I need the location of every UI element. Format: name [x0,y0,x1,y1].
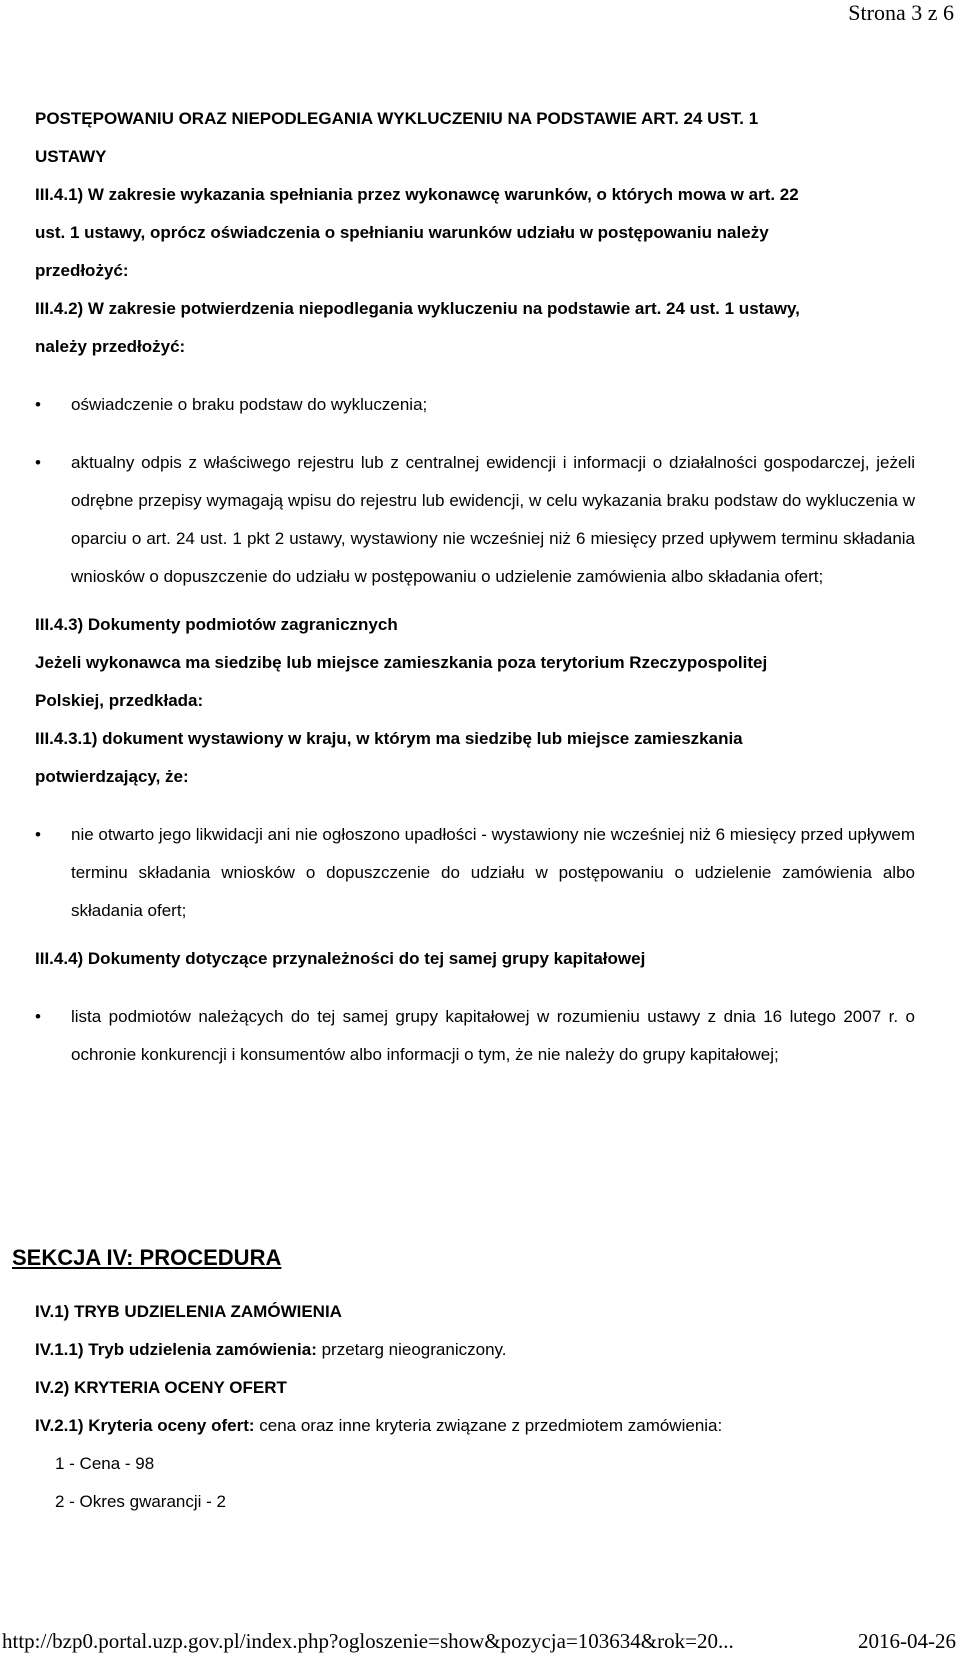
procedure-section [35,1293,915,1521]
page-footer [2,1628,956,1654]
document-body [35,100,915,1074]
iv-1-1-line [35,1331,915,1369]
list-item [35,816,915,930]
list-item-text: nie otwarto jego likwidacji ani nie ogłoszono upadłości - wystawiony nie wcześniej niż 6 miesięcy przed upływem terminu składania wniosków o dopuszczenie do udziału w postępowaniu o udzielenie zamówienia albo składania ofert; [71,825,915,920]
list-item [35,386,915,424]
list-item-text: lista podmiotów należących do tej samej grupy kapitałowej w rozumieniu ustawy z dnia 16 lutego 2007 r. o ochronie konkurencji i konsumentów albo informacji o tym, że nie należy do grupy kapitałowej; [71,1007,915,1064]
footer-url: http://bzp0.portal.uzp.gov.pl/index.php?ogloszenie=show&pozycja=103634&rok=20... [2,1629,734,1653]
footer-date: 2016-04-26 [858,1629,956,1653]
section-heading-line1: POSTĘPOWANIU ORAZ NIEPODLEGANIA WYKLUCZENIU NA PODSTAWIE ART. 24 UST. 1 [35,109,759,128]
bullet-list-exclusion [35,386,915,596]
section-heading-line2: USTAWY [35,147,107,166]
criterion-1: 1 - Cena - 98 [55,1454,155,1473]
section-iv-title: SEKCJA IV: PROCEDURA [12,1245,282,1270]
paragraph-iii-4-1-line1: III.4.1) W zakresie wykazania spełniania przez wykonawcę warunków, o których mowa w art. 22 [35,185,799,204]
list-item [35,998,915,1074]
paragraph-iii-4-1-line2: ust. 1 ustawy, oprócz oświadczenia o spełnianiu warunków udziału w postępowaniu należy [35,223,769,242]
criterion-2: 2 - Okres gwarancji - 2 [55,1492,226,1511]
paragraph-iii-4-1-line3: przedłożyć: [35,261,129,280]
iv-2-1-label: IV.2.1) Kryteria oceny ofert: [35,1416,255,1435]
bullet-list-foreign [35,816,915,930]
bullet-icon: • [35,395,41,414]
paragraph-iii-4-2-line1: III.4.2) W zakresie potwierdzenia niepodlegania wykluczeniu na podstawie art. 24 ust. 1 ustawy, [35,299,800,318]
page-number: Strona 3 z 6 [848,0,954,25]
paragraph-iii-4-4-heading: III.4.4) Dokumenty dotyczące przynależności do tej samej grupy kapitałowej [35,949,646,968]
iv-1-1-label: IV.1.1) Tryb udzielenia zamówienia: [35,1340,317,1359]
list-item-text: aktualny odpis z właściwego rejestru lub z centralnej ewidencji i informacji o działalności gospodarczej, jeżeli odrębne przepisy wymagają wpisu do rejestru lub ewidencji, w celu wykazania braku podstaw do wykluczenia w oparciu o art. 24 ust. 1 pkt 2 ustawy, wystawiony nie wcześniej niż 6 miesięcy przed upływem terminu składania wniosków o dopuszczenie do udziału w postępowaniu o udzielenie zamówienia albo składania ofert; [71,453,915,586]
paragraph-iii-4-3-line1: Jeżeli wykonawca ma siedzibę lub miejsce zamieszkania poza terytorium Rzeczypospolitej [35,653,768,672]
paragraph-iii-4-3-heading: III.4.3) Dokumenty podmiotów zagranicznych [35,615,398,634]
list-item-text: oświadczenie o braku podstaw do wykluczenia; [71,395,428,414]
bullet-icon: • [35,453,41,472]
paragraph-iii-4-3-1-line2: potwierdzający, że: [35,767,189,786]
bullet-icon: • [35,1007,41,1026]
bullet-list-capital-group [35,998,915,1074]
iv-2-1-value: cena oraz inne kryteria związane z przedmiotem zamówienia: [254,1416,723,1435]
iv-2-1-line [35,1407,915,1445]
iv-1-1-value: przetarg nieograniczony. [316,1340,507,1359]
bullet-icon: • [35,825,41,844]
paragraph-iii-4-3-line2: Polskiej, przedkłada: [35,691,204,710]
iv-1-heading: IV.1) TRYB UDZIELENIA ZAMÓWIENIA [35,1302,342,1321]
paragraph-iii-4-3-1-line1: III.4.3.1) dokument wystawiony w kraju, w którym ma siedzibę lub miejsce zamieszkania [35,729,743,748]
iv-2-heading: IV.2) KRYTERIA OCENY OFERT [35,1378,287,1397]
list-item [35,444,915,596]
paragraph-iii-4-2-line2: należy przedłożyć: [35,337,186,356]
